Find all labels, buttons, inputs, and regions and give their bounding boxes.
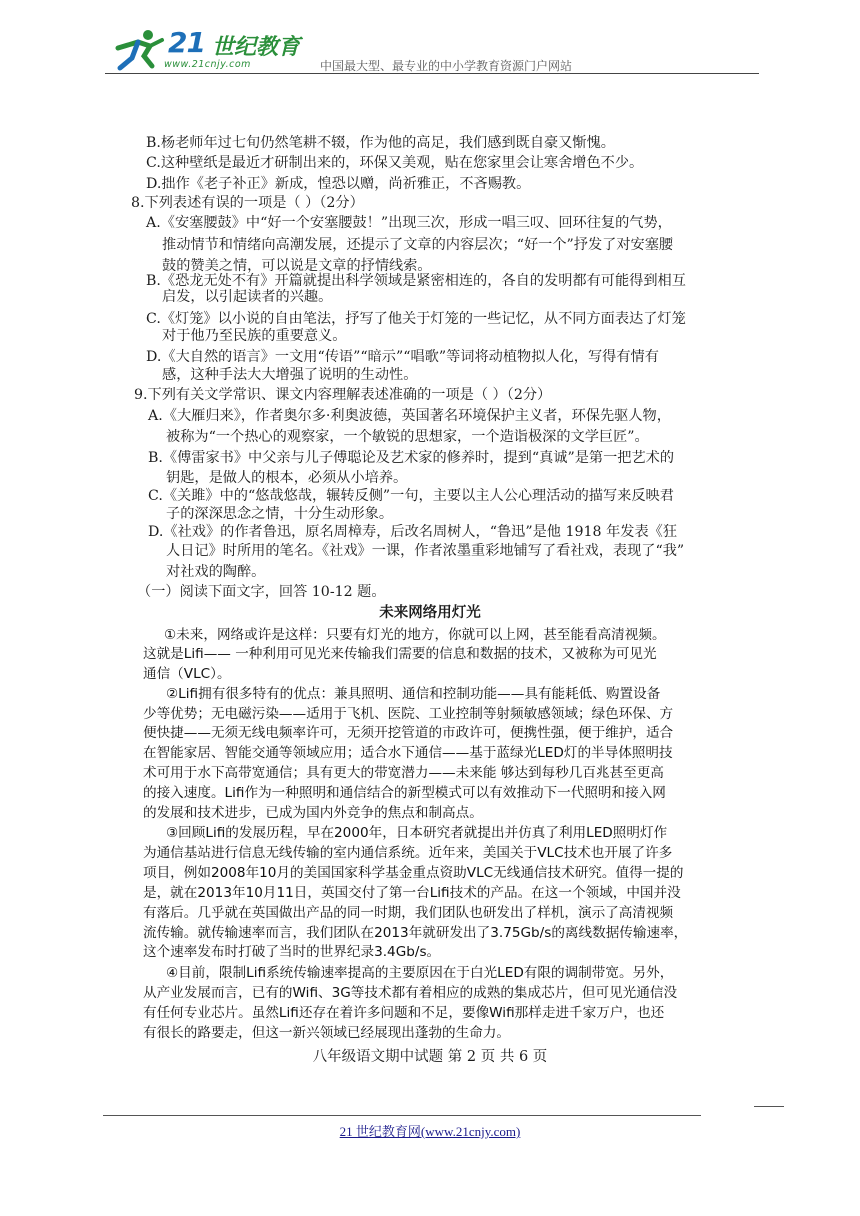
q9-line: 对社戏的陶醉。: [166, 564, 266, 580]
article-line: ④目前，限制Lifi系统传输速率提高的主要原因在于白光LED有限的调制带宽。另外，: [166, 965, 674, 981]
q8-line: D.《大自然的语言》一文用“传语”“暗示”“唱歌”等词将动植物拟人化，写得有情有: [146, 349, 659, 365]
q8-line: 感，这种手法大大增强了说明的生动性。: [162, 367, 418, 383]
article-line: 流传输。就传输速率而言，我们团队在2013年就研发出了3.75Gb/s的离线数据传输速率，: [143, 925, 688, 941]
q7-option-d: D.拙作《老子补正》新成，惶恐以赠，尚祈雅正，不吝赐教。: [146, 176, 531, 192]
article-line: 的接入速度。Lifi作为一种照明和通信结合的新型模式可以有效推动下一代照明和接入网: [143, 785, 666, 801]
q8-line: 推动情节和情绪向高潮发展，还提示了文章的内容层次；“好一个”抒发了对安塞腰: [162, 237, 674, 253]
article-line: ①未来，网络或许是这样：只要有灯光的地方，你就可以上网，甚至能看高清视频。: [164, 627, 666, 643]
article-line: 项目，例如2008年10月的美国国家科学基金重点资助VLC无线通信技术研究。值得一提的: [143, 865, 684, 881]
footer-divider: [103, 1115, 701, 1116]
q9-line: 被称为“一个热心的观察家，一个敏锐的思想家，一个造诣极深的文学巨匠”。: [166, 429, 649, 445]
header-slogan: 中国最大型、最专业的中小学教育资源门户网站: [320, 59, 573, 73]
q8-stem: 8.下列表述有误的一项是（ ）（2分）: [131, 195, 364, 211]
q9-stem: 9.下列有关文学常识、课文内容理解表述准确的一项是（ ）（2分）: [134, 387, 552, 403]
article-line: 为通信基站进行信息无线传输的室内通信系统。近年来，美国关于VLC技术也开展了许多: [143, 845, 673, 861]
article-line: 少等优势；无电磁污染——适用于飞机、医院、工业控制等射频敏感领域；绿色环保、方: [143, 706, 674, 722]
article-line: 有任何专业芯片。虽然Lifi还存在着许多问题和不足，要像Wifi那样走进千家万户，也还: [143, 1005, 665, 1021]
article-line: 在智能家居、智能交通等领域应用；适合水下通信——基于蓝绿光LED灯的半导体照明技: [143, 745, 673, 761]
article-line: 这就是Lifi—— 一种利用可见光来传输我们需要的信息和数据的技术，又被称为可见光: [143, 646, 657, 662]
q9-line: 人日记》时所用的笔名。《社戏》一课，作者浓墨重彩地铺写了看社戏，表现了“我”: [166, 543, 685, 559]
header-divider: [105, 73, 759, 74]
logo-brand: 世纪教育: [212, 35, 301, 60]
q9-line: B.《傅雷家书》中父亲与儿子傅聪论及艺术家的修养时，提到“真诚”是第一把艺术的: [148, 450, 675, 466]
q8-line: 对于他乃至民族的重要意义。: [162, 328, 347, 344]
q8-line: C.《灯笼》以小说的自由笔法，抒写了他关于灯笼的一些记忆，从不同方面表达了灯笼: [146, 311, 686, 327]
page-number-footer: 八年级语文期中试题 第 2 页 共 6 页: [312, 1049, 548, 1065]
article-line: 的发展和技术进步，已成为国内外竞争的焦点和制高点。: [143, 805, 483, 821]
q7-option-c: C.这种壁纸是最近才研制出来的，环保又美观，贴在您家里会让寒舍增色不少。: [146, 155, 644, 171]
q9-line: A.《大雁归来》，作者奥尔多·利奥波德，英国著名环境保护主义者，环保先驱人物，: [148, 408, 671, 424]
q9-line: C.《关雎》中的“悠哉悠哉，辗转反侧”一句，主要以主人公心理活动的描写来反映君: [148, 488, 674, 504]
article-line: 通信（VLC）。: [143, 666, 231, 682]
site-logo[interactable]: [108, 28, 303, 74]
q8-line: B.《恐龙无处不有》开篇就提出科学领域是紧密相连的，各自的发明都有可能得到相互: [146, 273, 686, 289]
logo-url: www.21cnjy.com: [164, 59, 251, 70]
q8-line: 启发，以引起读者的兴趣。: [162, 289, 333, 305]
article-line: 这个速率发布时打破了当时的世界纪录3.4Gb/s。: [143, 944, 441, 960]
reading-instruction: （一）阅读下面文字，回答 10-12 题。: [137, 584, 386, 600]
q9-line: D.《社戏》的作者鲁迅，原名周樟寿，后改名周树人，“鲁迅”是他 1918 年发表《狂: [148, 524, 678, 540]
footer-dash: [754, 1106, 784, 1107]
article-line: 术可用于水下高带宽通信；具有更大的带宽潜力——未来能 够达到每秒几百兆甚至更高: [143, 765, 664, 781]
article-line: ③回顾Lifi的发展历程，早在2000年，日本研究者就提出并仿真了利用LED照明灯作: [166, 825, 668, 841]
q7-option-b: B.杨老师年过七旬仍然笔耕不辍，作为他的高足，我们感到既自豪又惭愧。: [146, 135, 615, 151]
q8-line: 鼓的赞美之情，可以说是文章的抒情线索。: [162, 258, 432, 274]
article-line: ②Lifi拥有很多特有的优点：兼具照明、通信和控制功能——具有能耗低、购置设备: [166, 686, 661, 702]
q8-line: A.《安塞腰鼓》中“好一个安塞腰鼓！”出现三次，形成一唱三叹、回环往复的气势，: [146, 215, 672, 231]
logo-number: 21: [168, 26, 205, 59]
article-line: 便快捷——无须无线电频率许可，无须开挖管道的市政许可，便携性强，便于维护，适合: [143, 725, 674, 741]
site-header: [0, 0, 860, 80]
article-line: 有落后。几乎就在英国做出产品的同一时期，我们团队也研发出了样机，演示了高清视频: [143, 905, 674, 921]
article-line: 有很长的路要走，但这一新兴领域已经展现出蓬勃的生命力。: [143, 1025, 511, 1041]
q9-line: 钥匙，是做人的根本，必须从小培养。: [166, 470, 408, 486]
article-line: 是，就在2013年10月11日，英国交付了第一台Lifi技术的产品。在这一个领域，中国并没: [143, 885, 681, 901]
site-footer-link[interactable]: 21 世纪教育网(www.21cnjy.com): [339, 1124, 521, 1139]
article-line: 从产业发展而言，已有的Wifi、3G等技术都有着相应的成熟的集成芯片，但可见光通信没: [143, 985, 678, 1001]
runner-icon: [108, 28, 166, 72]
article-title: 未来网络用灯光: [379, 605, 481, 621]
q9-line: 子的深深思念之情，十分生动形象。: [166, 506, 394, 522]
